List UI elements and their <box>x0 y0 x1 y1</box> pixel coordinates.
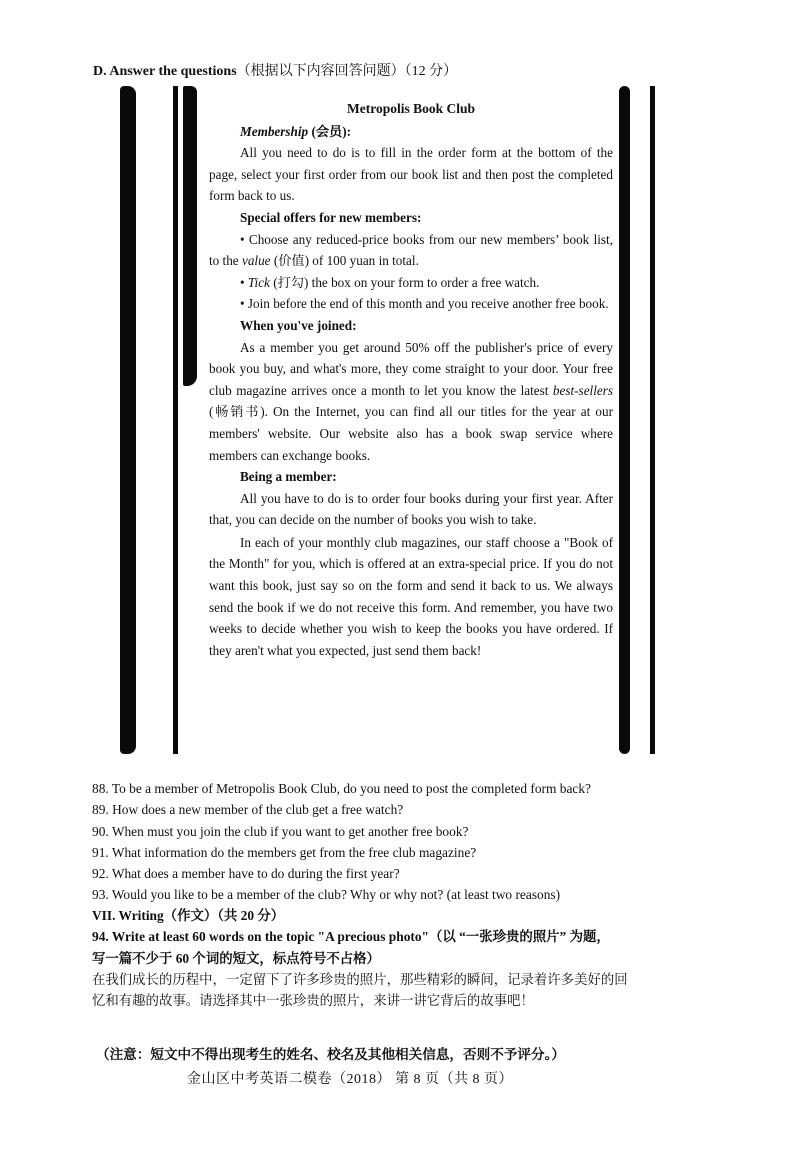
writing-section <box>92 905 732 1011</box>
section-d-heading <box>93 60 457 80</box>
question-88: 88. To be a member of Metropolis Book Club, do you need to post the completed form back? <box>92 781 592 796</box>
scroll-bar-left-thick <box>120 86 136 754</box>
offer-item-3: • Join before the end of this month and you receive another free book. <box>240 296 609 312</box>
offer-item-1 <box>209 229 613 272</box>
joined-word: best-sellers <box>552 382 613 398</box>
writing-task-line-1: 94. Write at least 60 words on the topic "A precious photo"（以 “一张珍贵的照片” 为题， <box>92 929 610 945</box>
offer-1-word: value <box>241 253 271 269</box>
membership-label-cn: (会员): <box>311 123 351 139</box>
joined-post: (畅销书). On the Internet, you can find all our titles for the year at our members' website. Our website also has a book swap service where members can exchange books. <box>209 404 613 463</box>
question-90: 90. When must you join the club if you want to get another free book? <box>92 823 469 839</box>
question-93: 93. Would you like to be a member of the club? Why or why not? (at least two reasons) <box>92 887 561 903</box>
writing-task-line-2: 写一篇不少于 60 个词的短文，标点符号不占格） <box>92 950 380 966</box>
special-offers-heading: Special offers for new members: <box>240 209 422 225</box>
membership-paragraph: All you need to do is to fill in the order form at the bottom of the page, select your first order from our book list and then post the completed form back to us. <box>209 145 613 204</box>
joined-pre: As a member you get around 50% off the publisher's price of every book you buy, and what's more, they come straight to your door. Your free club magazine arrives once a month to let you know the latest <box>209 339 613 398</box>
writing-prompt-line-1: 在我们成长的历程中，一定留下了许多珍贵的照片，那些精彩的瞬间，记录着许多美好的回 <box>92 971 628 987</box>
joined-heading: When you've joined: <box>240 317 357 333</box>
membership-label: Membership <box>240 123 309 139</box>
scroll-bar-left-curl <box>183 86 197 386</box>
being-member-paragraph-1: All you have to do is to order four books during your first year. After that, you can decide on the number of books you wish to take. <box>209 490 613 528</box>
passage-box <box>209 98 613 661</box>
section-d-heading-cn: （根据以下内容回答问题）（12 分） <box>236 64 458 79</box>
scroll-bar-right-thin <box>650 86 655 754</box>
offer-2-post: (打勾) the box on your form to order a free watch. <box>269 274 540 290</box>
being-member-paragraph-2: In each of your monthly club magazines, our staff choose a "Book of the Month" for you, which is offered at an extra-special price. If you do not want this book, just say so on the form and send it back to us. We always send the book if we do not receive this form. And remember, you have two weeks to decide whether you wish to keep the books you have ordered. If they aren't what you expected, just send them back! <box>209 534 613 658</box>
question-92: 92. What does a member have to do during the first year? <box>92 866 400 882</box>
offer-1-pre: • Choose any reduced-price books from our new members’ book list, to the <box>209 231 613 269</box>
membership-heading <box>209 121 613 143</box>
scroll-bar-left-thin <box>173 86 178 754</box>
being-member-heading: Being a member: <box>240 469 337 485</box>
offer-item-2: • Tick (打勾) the box on your form to order a free watch. <box>240 274 540 290</box>
offer-1-post: (价值) of 100 yuan in total. <box>270 253 419 269</box>
scroll-bar-right-thick <box>619 86 630 754</box>
question-list <box>92 778 712 906</box>
question-91: 91. What information do the members get from the free club magazine? <box>92 844 477 860</box>
page-footer: 金山区中考英语二模卷（2018） 第 8 页（共 8 页） <box>187 1072 513 1087</box>
attention-note: （注意：短文中不得出现考生的姓名、校名及其他相关信息，否则不予评分。） <box>96 1047 565 1062</box>
writing-prompt-line-2: 忆和有趣的故事。请选择其中一张珍贵的照片，来讲一讲它背后的故事吧！ <box>92 993 534 1009</box>
question-89: 89. How does a new member of the club get a free watch? <box>92 802 404 818</box>
section-d-heading-en: D. Answer the questions <box>93 64 237 79</box>
passage-title: Metropolis Book Club <box>346 101 476 116</box>
joined-paragraph <box>209 337 613 467</box>
writing-heading: VII. Writing（作文）（共 20 分） <box>92 908 285 923</box>
offer-2-word: Tick <box>247 274 270 290</box>
